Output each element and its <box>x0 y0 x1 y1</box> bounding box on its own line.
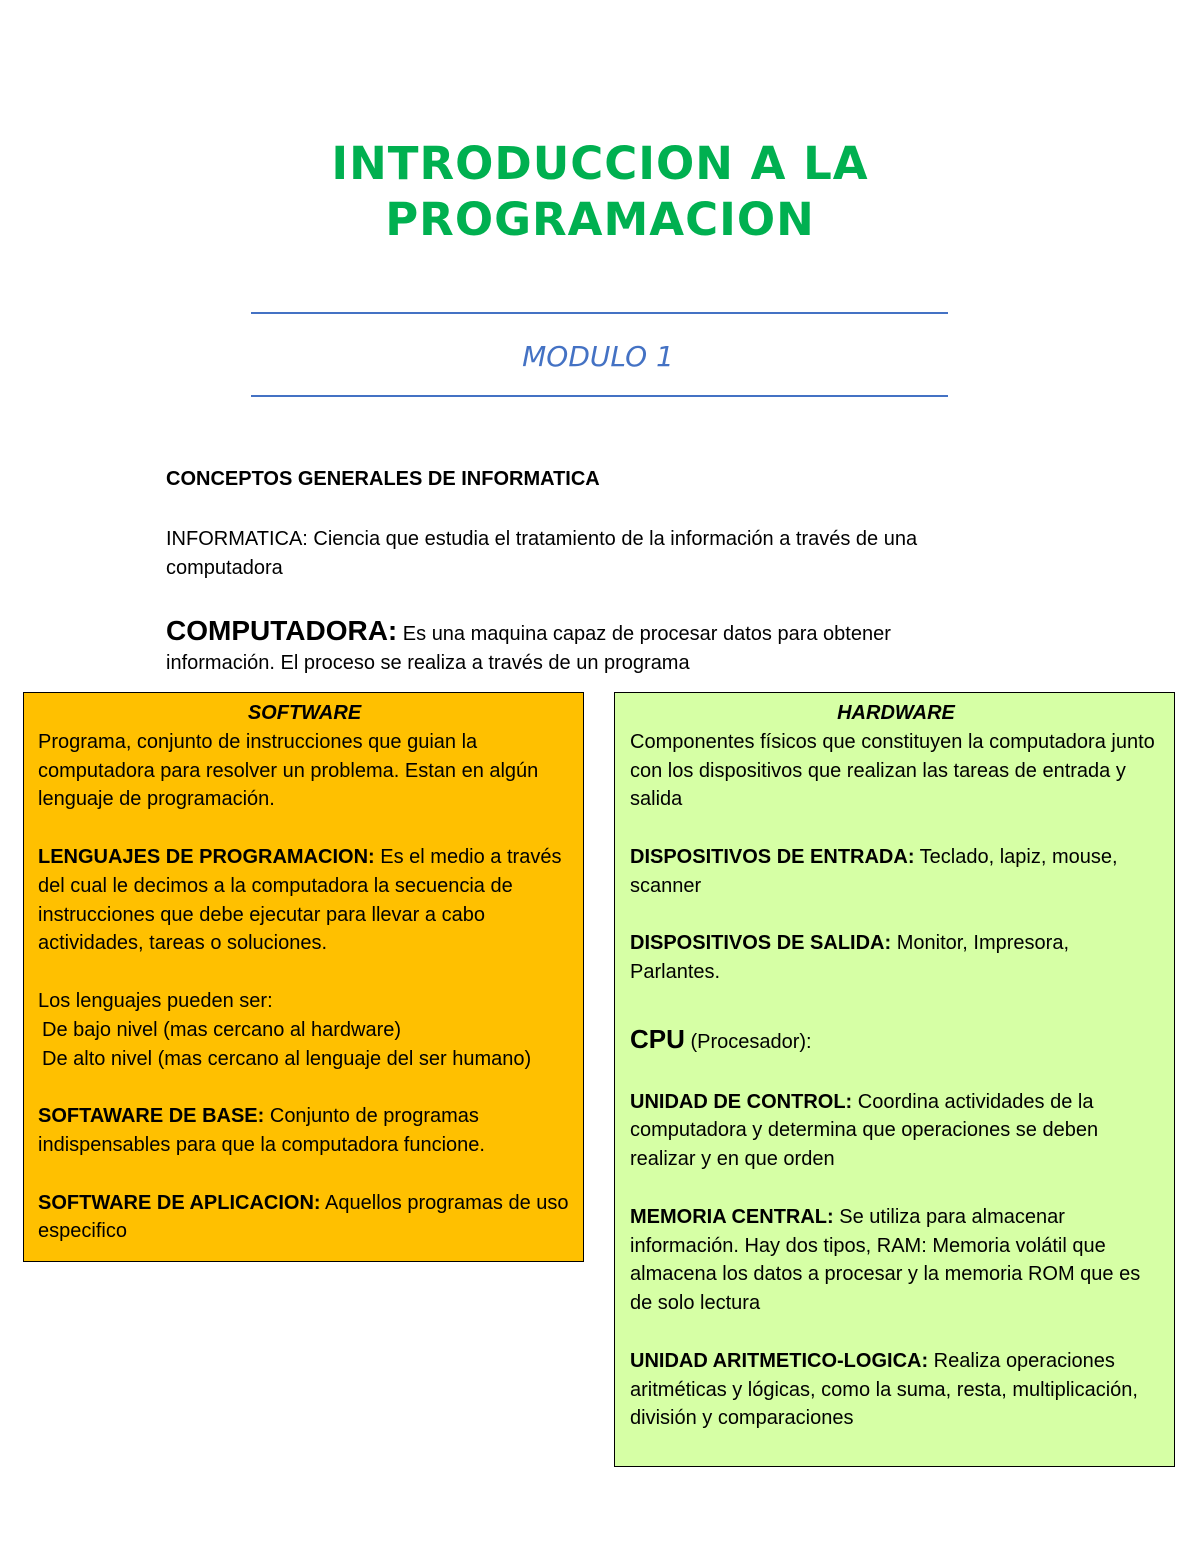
alu-paragraph <box>630 1347 1162 1433</box>
software-intro: Programa, conjunto de instrucciones que guian la computadora para resolver un problema. Estan en algún lenguaje de programación. <box>38 730 539 811</box>
tipos-heading: Los lenguajes pueden ser: <box>38 989 273 1012</box>
informatica-line-1: INFORMATICA: Ciencia que estudia el tratamiento de la información a través de una <box>166 528 918 550</box>
aplicacion-paragraph <box>38 1189 571 1247</box>
base-definition: Conjunto de programas indispensables para que la computadora funcione. <box>38 1105 485 1156</box>
hardware-box <box>614 692 1175 1467</box>
computadora-def-line-1: Es una maquina capaz de procesar datos para obtener <box>397 623 891 645</box>
module-label: MODULO 1 <box>522 340 674 373</box>
control-term: UNIDAD DE CONTROL: <box>630 1090 853 1113</box>
memoria-term: MEMORIA CENTRAL: <box>630 1205 834 1228</box>
control-definition: Coordina actividades de la computadora y determina que operaciones se deben realizar y en que orden <box>630 1090 1099 1171</box>
informatica-definition <box>166 525 996 583</box>
computadora-term: COMPUTADORA: <box>166 615 398 646</box>
cpu-term: CPU <box>630 1023 685 1054</box>
alu-term: UNIDAD ARITMETICO-LOGICA: <box>630 1349 929 1372</box>
entrada-definition: Teclado, lapiz, mouse, scanner <box>630 845 1118 897</box>
top-rule <box>251 312 948 314</box>
informatica-line-2: computadora <box>166 557 283 579</box>
cpu-paragraph <box>630 1022 1162 1059</box>
alu-definition: Realiza operaciones aritméticas y lógicas, como la suma, resta, multiplicación, división y comparaciones <box>630 1349 1138 1430</box>
title-line-2: PROGRAMACION <box>385 193 815 246</box>
hardware-intro: Componentes físicos que constituyen la computadora junto con los dispositivos que realizan las tareas de entrada y salida <box>630 730 1155 811</box>
entrada-paragraph <box>630 843 1162 901</box>
software-title: SOFTWARE <box>247 702 362 724</box>
hardware-title: HARDWARE <box>837 702 955 724</box>
bottom-rule <box>251 395 948 397</box>
cpu-definition: (Procesador): <box>684 1030 812 1053</box>
lenguajes-definition: Es el medio a través del cual le decimos a la computadora la secuencia de instrucciones que debe ejecutar para llevar a cabo actividades, tareas o soluciones. <box>38 845 562 955</box>
document-title <box>0 136 1200 248</box>
salida-definition: Monitor, Impresora, Parlantes. <box>630 932 1069 984</box>
software-box <box>23 692 584 1262</box>
salida-term: DISPOSITIVOS DE SALIDA: <box>630 932 892 955</box>
memoria-definition: Se utiliza para almacenar información. Hay dos tipos, RAM: Memoria volátil que almacena los datos a procesar y la memoria ROM que es de solo lectura <box>630 1205 1141 1315</box>
tipo-bajo-nivel: De bajo nivel (mas cercano al hardware) <box>42 1018 402 1041</box>
lenguajes-term: LENGUAJES DE PROGRAMACION: <box>38 845 375 868</box>
aplicacion-definition: Aquellos programas de uso especifico <box>38 1191 569 1243</box>
section-heading: CONCEPTOS GENERALES DE INFORMATICA <box>166 468 600 490</box>
lenguajes-paragraph <box>38 843 571 958</box>
title-line-1: INTRODUCCION A LA <box>331 137 869 190</box>
salida-paragraph <box>630 929 1162 987</box>
control-paragraph <box>630 1088 1162 1174</box>
memoria-paragraph <box>630 1203 1162 1318</box>
computadora-definition <box>166 614 996 678</box>
aplicacion-term: SOFTWARE DE APLICACION: <box>38 1191 321 1214</box>
base-paragraph <box>38 1102 571 1160</box>
computadora-def-line-2: información. El proceso se realiza a través de un programa <box>166 652 690 674</box>
entrada-term: DISPOSITIVOS DE ENTRADA: <box>630 845 915 868</box>
base-term: SOFTAWARE DE BASE: <box>38 1105 265 1128</box>
tipo-alto-nivel: De alto nivel (mas cercano al lenguaje del ser humano) <box>42 1047 532 1070</box>
